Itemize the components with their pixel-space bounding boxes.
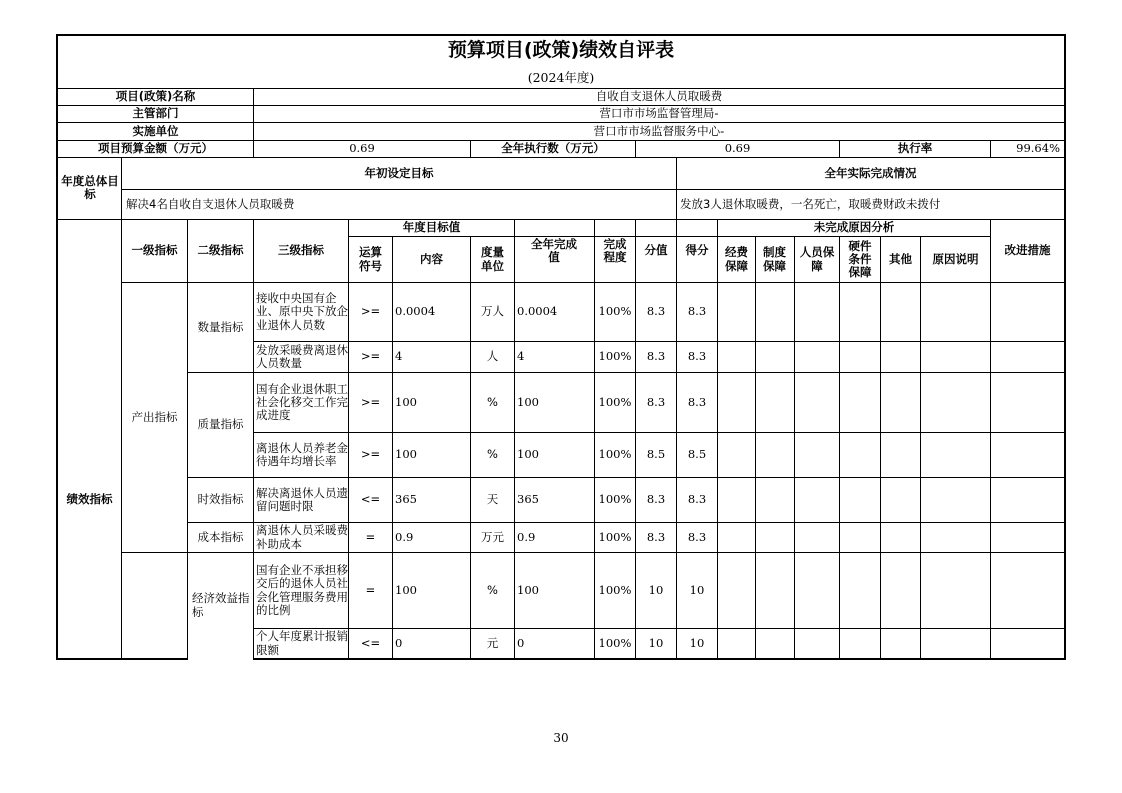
row-score: 10 [689,635,705,650]
dept-label: 主管部门 [132,106,179,121]
row-unit: % [487,447,498,462]
row-score: 10 [689,582,705,597]
row-actual: 0.0004 [517,304,558,319]
row-score: 8.3 [687,529,707,544]
row-completion: 100% [598,582,632,597]
col-level2: 二级指标 [197,243,244,258]
exec-value: 0.69 [724,141,751,156]
form-title: 预算项目(政策)绩效自评表 [447,39,675,62]
row-unit: 万人 [481,304,504,319]
rate-value: 99.64% [1016,141,1060,156]
row-content: 365 [395,492,417,507]
row-unit: % [487,394,498,409]
row-score: 8.5 [687,447,707,462]
row-completion: 100% [598,447,632,462]
row-content: 0.9 [395,529,414,544]
row-unit: 元 [486,635,499,650]
row-l3: 个人年度累计报销限额 [256,629,348,657]
unit-label: 实施单位 [132,123,179,138]
project-name-label: 项目(政策)名称 [115,89,196,104]
row-l3: 接收中央国有企业、原中央下放企业退休人员数 [256,291,348,332]
row-content: 100 [395,447,417,462]
row-operator: = [365,582,376,597]
row-score: 8.3 [687,394,707,409]
unit-value: 营口市市场监督服务中心- [593,123,725,138]
col-reason-system: 制度保障 [763,245,786,273]
row-operator: = [365,529,376,544]
grid-line [717,219,718,660]
actual-goal-text: 发放3人退休取暖费，一名死亡，取暖费财政未拨付 [680,196,941,211]
col-reason-staff: 人员保障 [799,245,835,273]
row-l3: 发放采暖费离退休人员数量 [256,342,348,370]
col-reason-other: 其他 [889,251,912,266]
row-unit: 天 [486,492,499,507]
row-content: 0.0004 [395,304,436,319]
col-actual: 全年完成值 [531,236,577,264]
grid-line [920,236,921,660]
row-score-value: 8.3 [646,394,666,409]
grid-line [880,236,881,660]
group-quantity: 数量指标 [197,319,244,334]
col-improve: 改进措施 [1004,243,1051,258]
row-actual: 0 [517,635,525,650]
row-operator: >= [360,349,381,364]
row-unit: 万元 [481,529,504,544]
group-output: 产出指标 [131,409,178,424]
row-completion: 100% [598,492,632,507]
row-score-value: 8.5 [646,447,666,462]
group-quality: 质量指标 [197,417,244,432]
row-completion: 100% [598,529,632,544]
col-level3: 三级指标 [278,243,324,258]
row-l3: 离退休人员养老金待遇年均增长率 [256,440,348,468]
col-score-value: 分值 [644,243,668,258]
row-content: 0 [395,635,403,650]
grid-line [990,219,991,660]
row-actual: 0.9 [517,529,536,544]
row-l3: 解决离退休人员遗留问题时限 [256,485,348,513]
row-operator: >= [360,304,381,319]
row-operator: >= [360,394,381,409]
row-score: 8.3 [687,492,707,507]
row-actual: 100 [517,582,539,597]
row-score-value: 8.3 [646,349,666,364]
row-actual: 4 [517,349,525,364]
row-content: 100 [395,394,417,409]
row-score-value: 8.3 [646,492,666,507]
project-name-value: 自收自支退休人员取暖费 [595,89,723,104]
row-operator: >= [360,447,381,462]
row-completion: 100% [598,635,632,650]
col-content: 内容 [420,251,443,266]
budget-value: 0.69 [349,141,375,156]
planned-goal-text: 解决4名自收自支退休人员取暖费 [126,196,295,211]
actual-goal-header: 全年实际完成情况 [824,165,917,180]
row-score-value: 10 [648,635,664,650]
grid-line [794,236,795,660]
col-score: 得分 [685,243,709,258]
row-actual: 365 [517,492,539,507]
form-year: (2024年度) [527,69,595,85]
row-actual: 100 [517,447,539,462]
group-economic: 经济效益指标 [192,591,250,619]
col-level1: 一级指标 [131,243,178,258]
col-reason-funding: 经费保障 [725,245,748,273]
col-reason-desc: 原因说明 [932,251,979,266]
budget-label: 项目预算金额（万元） [98,141,213,156]
exec-label: 全年执行数（万元） [501,141,605,156]
row-completion: 100% [598,394,632,409]
row-score-value: 8.3 [646,304,666,319]
col-completion: 完成程度 [603,236,627,264]
row-completion: 100% [598,349,632,364]
row-actual: 100 [517,394,539,409]
row-operator: <= [360,635,381,650]
rate-label: 执行率 [897,141,933,156]
row-completion: 100% [598,304,632,319]
group-timeliness: 时效指标 [197,492,244,507]
page-number: 30 [553,731,569,746]
row-score-value: 10 [648,582,664,597]
grid-line [839,236,840,660]
col-reason-group: 未完成原因分析 [813,220,895,235]
row-score: 8.3 [687,349,707,364]
row-content: 4 [395,349,403,364]
row-unit: % [487,582,498,597]
row-l3: 国有企业不承担移交后的退休人员社会化管理服务费用的比例 [256,563,348,617]
grid-line [755,236,756,660]
row-l3: 国有企业退休职工社会化移交工作完成进度 [256,381,348,423]
row-unit: 人 [486,349,499,364]
row-l3: 离退休人员采暖费补助成本 [256,523,348,551]
col-operator: 运算符号 [359,245,382,273]
col-reason-hardware: 硬件条件保障 [848,238,872,280]
row-content: 100 [395,582,417,597]
planned-goal-header: 年初设定目标 [364,165,434,180]
col-annual-target: 年度目标值 [402,220,461,235]
row-score-value: 8.3 [646,529,666,544]
grid-line [253,658,1066,660]
row-operator: <= [360,492,381,507]
annual-goal-label: 年度总体目标 [61,173,119,201]
grid-line [1064,34,1066,660]
group-cost: 成本指标 [197,529,244,544]
col-unit: 度量单位 [481,245,504,273]
perf-indicator-label: 绩效指标 [66,492,113,507]
row-score: 8.3 [687,304,707,319]
dept-value: 营口市市场监督管理局- [599,106,719,121]
